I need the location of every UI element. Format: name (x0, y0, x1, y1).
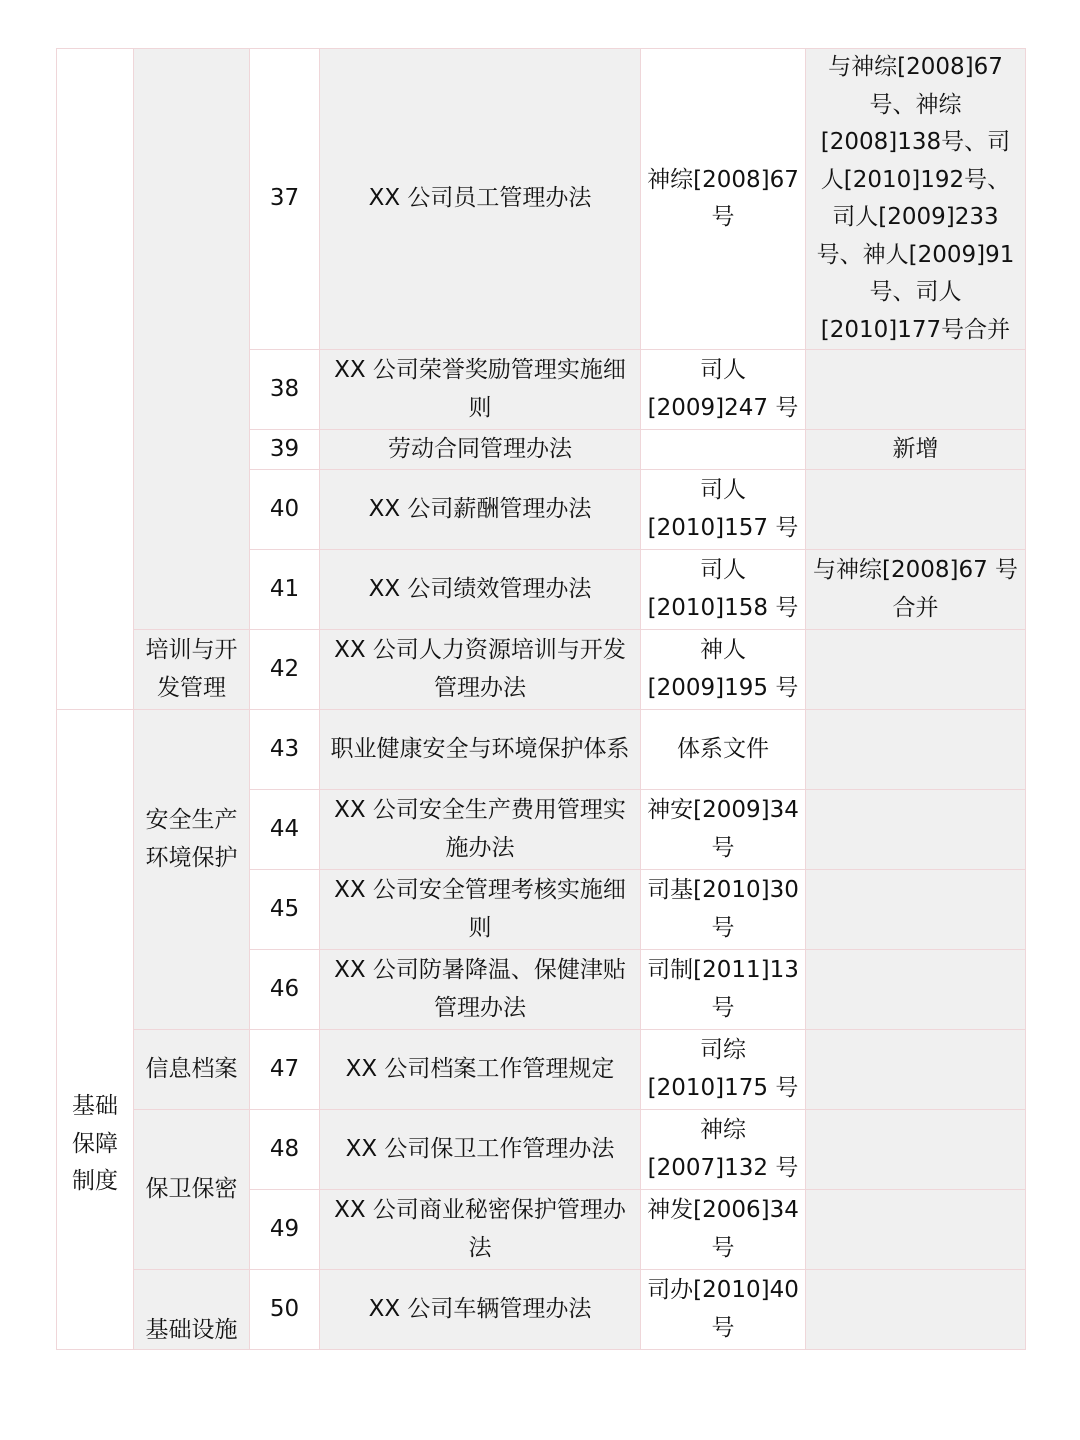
doc-code: 司办[2010]40 号 (641, 1270, 806, 1350)
doc-name: XX 公司保卫工作管理办法 (320, 1110, 641, 1190)
row-number: 43 (250, 710, 320, 790)
table-row (57, 49, 1026, 350)
table-row (57, 1030, 1026, 1110)
doc-name: XX 公司薪酬管理办法 (320, 470, 641, 550)
table-row (57, 1270, 1026, 1350)
doc-name: XX 公司档案工作管理规定 (320, 1030, 641, 1110)
doc-name: XX 公司人力资源培训与开发管理办法 (320, 630, 641, 710)
doc-code: 神人[2009]195 号 (641, 630, 806, 710)
doc-name: XX 公司安全管理考核实施细则 (320, 870, 641, 950)
subcategory-cell: 安全生产环境保护 (134, 710, 250, 1030)
doc-name: XX 公司车辆管理办法 (320, 1270, 641, 1350)
doc-name: XX 公司防暑降温、保健津贴管理办法 (320, 950, 641, 1030)
doc-code: 神安[2009]34 号 (641, 790, 806, 870)
row-number: 44 (250, 790, 320, 870)
doc-name: 劳动合同管理办法 (320, 430, 641, 470)
remark (806, 790, 1026, 870)
subcategory-cell (134, 49, 250, 630)
remark (806, 1190, 1026, 1270)
doc-code (641, 430, 806, 470)
row-number: 42 (250, 630, 320, 710)
remark: 与神综[2008]67号、神综[2008]138号、司人[2010]192号、司人[2009]233号、神人[2009]91号、司人[2010]177号合并 (806, 49, 1026, 350)
remark (806, 710, 1026, 790)
remark (806, 1270, 1026, 1350)
doc-name: XX 公司商业秘密保护管理办法 (320, 1190, 641, 1270)
subcategory-cell: 基础设施 (134, 1270, 250, 1350)
doc-name: XX 公司荣誉奖励管理实施细则 (320, 350, 641, 430)
row-number: 37 (250, 49, 320, 350)
row-number: 45 (250, 870, 320, 950)
remark (806, 350, 1026, 430)
doc-code: 神综[2008]67 号 (641, 49, 806, 350)
row-number: 50 (250, 1270, 320, 1350)
doc-code: 司人[2010]157 号 (641, 470, 806, 550)
row-number: 48 (250, 1110, 320, 1190)
row-number: 49 (250, 1190, 320, 1270)
regulations-table (56, 48, 1026, 1350)
remark: 与神综[2008]67 号合并 (806, 550, 1026, 630)
remark (806, 1110, 1026, 1190)
group-cell: 基础保障制度 (57, 710, 134, 1350)
table-row (57, 1110, 1026, 1190)
doc-code: 司综[2010]175 号 (641, 1030, 806, 1110)
subcategory-cell: 保卫保密 (134, 1110, 250, 1270)
doc-name: XX 公司员工管理办法 (320, 49, 641, 350)
doc-code: 神发[2006]34 号 (641, 1190, 806, 1270)
table-row (57, 710, 1026, 790)
remark (806, 1030, 1026, 1110)
row-number: 39 (250, 430, 320, 470)
doc-code: 司基[2010]30 号 (641, 870, 806, 950)
row-number: 41 (250, 550, 320, 630)
doc-code: 司人[2010]158 号 (641, 550, 806, 630)
subcategory-cell: 信息档案 (134, 1030, 250, 1110)
remark (806, 630, 1026, 710)
doc-name: XX 公司安全生产费用管理实施办法 (320, 790, 641, 870)
remark: 新增 (806, 430, 1026, 470)
table-row (57, 630, 1026, 710)
remark (806, 950, 1026, 1030)
row-number: 47 (250, 1030, 320, 1110)
doc-code: 神综[2007]132 号 (641, 1110, 806, 1190)
row-number: 38 (250, 350, 320, 430)
doc-code: 司人[2009]247 号 (641, 350, 806, 430)
row-number: 46 (250, 950, 320, 1030)
doc-code: 体系文件 (641, 710, 806, 790)
doc-code: 司制[2011]13 号 (641, 950, 806, 1030)
remark (806, 870, 1026, 950)
remark (806, 470, 1026, 550)
doc-name: 职业健康安全与环境保护体系 (320, 710, 641, 790)
group-cell (57, 49, 134, 710)
doc-name: XX 公司绩效管理办法 (320, 550, 641, 630)
row-number: 40 (250, 470, 320, 550)
subcategory-cell: 培训与开发管理 (134, 630, 250, 710)
